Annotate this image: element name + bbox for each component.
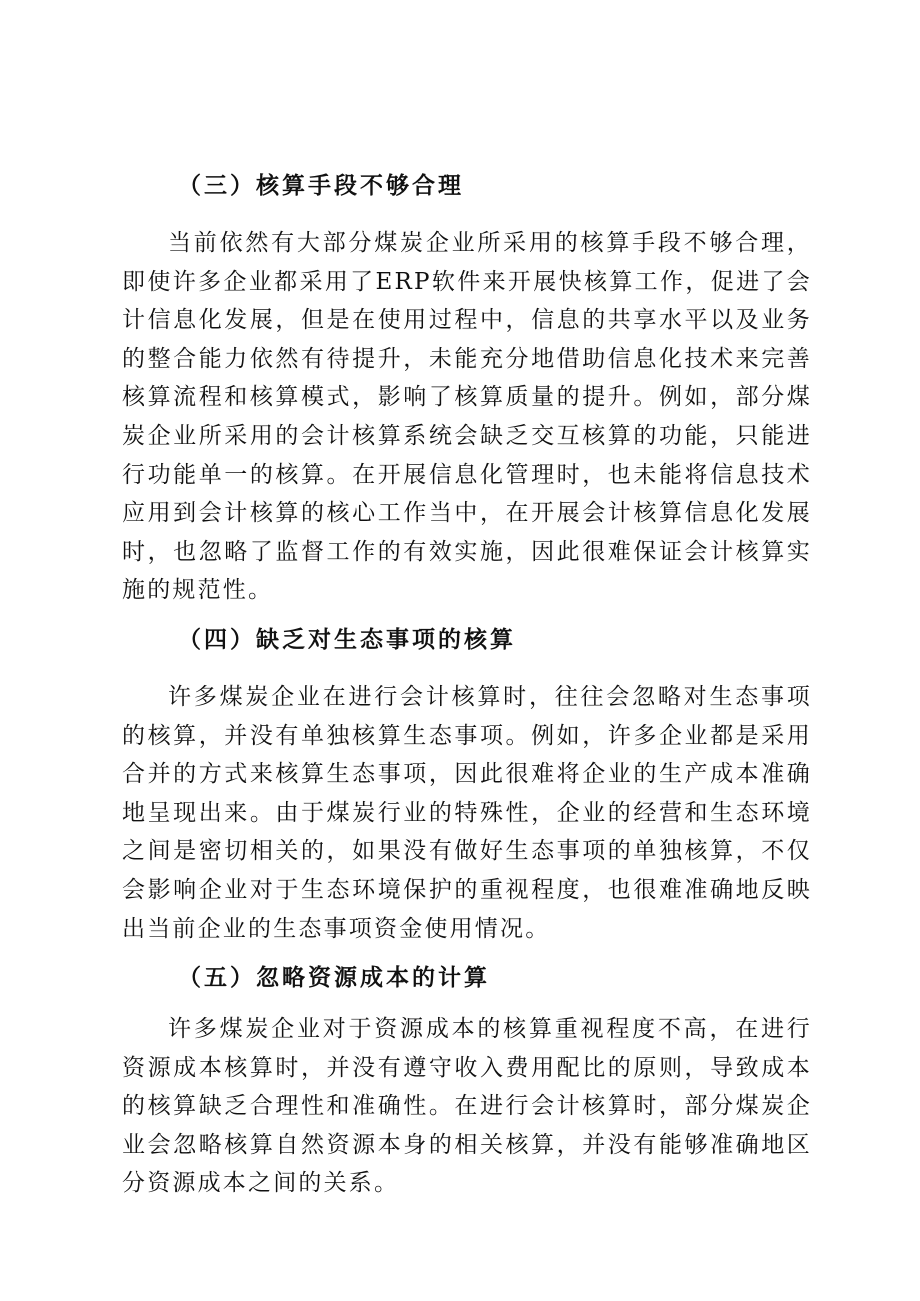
section-paragraph-3: 当前依然有大部分煤炭企业所采用的核算手段不够合理，即使许多企业都采用了ERP软件来开展快核算工作，促进了会计信息化发展，但是在使用过程中，信息的共享水平以及业务的整合能力依然有待提升，未能充分地借助信息化技术来完善核算流程和核算模式，影响了核算质量的提升。例如，部分煤炭企业所采用的会计核算系统会缺乏交互核算的功能，只能进行功能单一的核算。在开展信息化管理时，也未能将信息技术应用到会计核算的核心工作当中，在开展会计核算信息化发展时，也忽略了监督工作的有效实施，因此很难保证会计核算实施的规范性。 [122,230,812,604]
section-heading-5: （五）忽略资源成本的计算 [178,964,490,992]
section-heading-3: （三）核算手段不够合理 [178,172,464,199]
section-paragraph-4: 许多煤炭企业在进行会计核算时，往往会忽略对生态事项的核算，并没有单独核算生态事项。例如，许多企业都是采用合并的方式来核算生态事项，因此很难将企业的生产成本准确地呈现出来。由于煤炭行业的特殊性，企业的经营和生态环境之间是密切相关的，如果没有做好生态事项的单独核算，不仅会影响企业对于生态环境保护的重视程度，也很难准确地反映出当前企业的生态事项资金使用情况。 [122,683,812,942]
document-body [122,168,812,1203]
section-heading-4: （四）缺乏对生态事项的核算 [178,625,516,653]
section-paragraph-5: 许多煤炭企业对于资源成本的核算重视程度不高，在进行资源成本核算时，并没有遵守收入费用配比的原则，导致成本的核算缺乏合理性和准确性。在进行会计核算时，部分煤炭企业会忽略核算自然资源本身的相关核算，并没有能够准确地区分资源成本之间的关系。 [122,1016,812,1197]
